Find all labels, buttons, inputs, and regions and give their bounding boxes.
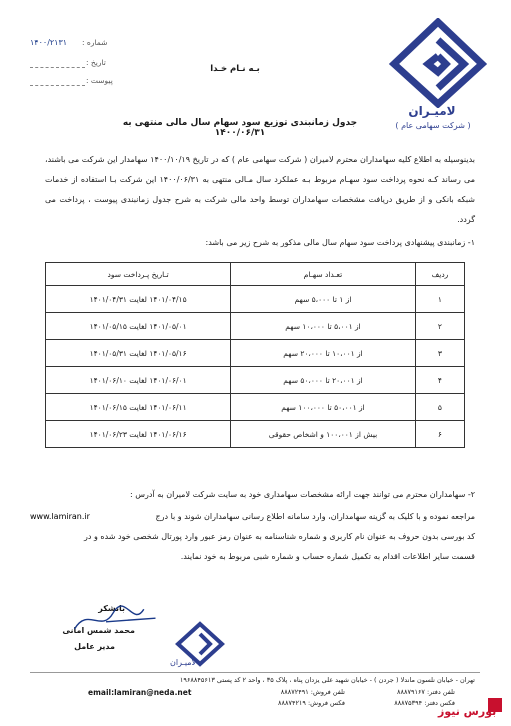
item-2-line-3: کد بورسی بدون حروف به عنوان نام کاربری و شماره شناسنامه به عنوان رمز عبور وارد پورتال شخصی خود شده و در: [84, 532, 475, 541]
number-label: شماره :: [82, 38, 108, 47]
table-row: [46, 340, 465, 367]
logo-name: لامیـران: [408, 104, 456, 118]
dividend-schedule-table: [45, 262, 465, 448]
stamp-text: لامیـران: [170, 658, 197, 667]
footer-email[interactable]: email:lamiran@neda.net: [88, 688, 192, 697]
table-row: [46, 421, 465, 448]
item-2-line-2: مراجعه نموده و با کلیک به گزینه سهامداران، وارد سامانه اطلاع رسانی سهامداران شوند و با درج: [155, 512, 475, 521]
header-payment-date: تـاریخ پـرداخت سود: [46, 263, 231, 286]
row-number: ۱: [415, 286, 464, 313]
footer-divider: [30, 672, 480, 673]
share-range: از ۱۰،۰۰۱ تا ۲۰،۰۰۰ سهم: [231, 340, 416, 367]
logo-subtitle: ( شرکت سهامی عام ): [395, 121, 471, 130]
row-number: ۴: [415, 367, 464, 394]
document-title: جدول زمانبندی توزیع سود سهام سال مالی منتهی به ۱۴۰۰/۰۶/۳۱: [122, 118, 358, 138]
payment-period: ۱۴۰۱/۰۶/۱۶ لغایت ۱۴۰۱/۰۶/۲۳: [46, 421, 231, 448]
share-range: بیش از ۱۰۰،۰۰۱ و اشخاص حقوقی: [231, 421, 416, 448]
header-share-count: تعـداد سهـام: [231, 263, 416, 286]
payment-period: ۱۴۰۱/۰۵/۱۶ لغایت ۱۴۰۱/۰۵/۳۱: [46, 340, 231, 367]
share-range: از ۵،۰۰۱ تا ۱۰،۰۰۰ سهم: [231, 313, 416, 340]
row-number: ۲: [415, 313, 464, 340]
signature-thanks: باتشکر: [98, 604, 125, 613]
office-fax: فکس دفتر: ۸۸۸۷۵۳۹۴: [394, 699, 455, 707]
table-row: [46, 394, 465, 421]
table-row: [46, 367, 465, 394]
payment-period: ۱۴۰۱/۰۵/۰۱ لغایت ۱۴۰۱/۰۵/۱۵: [46, 313, 231, 340]
signatory-role: مدیر عامل: [74, 642, 115, 651]
bismillah-heading: بـه نـام خـدا: [210, 64, 260, 74]
item-2-line-1: ۲- سهامداران محترم می توانند جهت ارائه مشخصات سهامداری خود به سایت شرکت لامیران به آدرس :: [130, 490, 475, 499]
header-row-number: ردیف: [415, 263, 464, 286]
item-2-line-2-row: [30, 512, 475, 524]
share-range: از ۵۰،۰۰۱ تا ۱۰۰،۰۰۰ سهم: [231, 394, 416, 421]
share-range: از ۱ تا ۵،۰۰۰ سهم: [231, 286, 416, 313]
attachment-line: [30, 76, 85, 86]
number-value: ۱۴۰۰/۲۱۳۱: [30, 38, 68, 47]
row-number: ۳: [415, 340, 464, 367]
payment-period: ۱۴۰۱/۰۴/۱۵ لغایت ۱۴۰۱/۰۴/۳۱: [46, 286, 231, 313]
table-row: [46, 313, 465, 340]
share-range: از ۲۰،۰۰۱ تا ۵۰،۰۰۰ سهم: [231, 367, 416, 394]
row-number: ۵: [415, 394, 464, 421]
bourse-news-watermark: بورس نیوز: [438, 705, 497, 718]
lamiran-logo-icon: [388, 18, 488, 108]
attachment-label: پیوست :: [86, 76, 113, 85]
item-1-text: ۱- زمانبندی پیشنهادی پرداخت سود سهام سال مالی مذکور به شرح زیر می باشد:: [205, 238, 475, 247]
signatory-name: محمد شمس امانی: [62, 626, 135, 635]
table-header-row: [46, 263, 465, 286]
office-phone: تلفن دفتر: ۸۸۸۷۹۱۶۷: [396, 688, 455, 696]
date-label: تاریخ :: [86, 58, 106, 67]
sales-phone: تلفن فروش: ۸۸۸۷۲۴۹۱: [280, 688, 345, 696]
handwritten-signature-icon: [70, 600, 160, 640]
item-2-line-4: قسمت سایر اطلاعات اقدام به تکمیل شماره حساب و شماره شبی مربوط به خود نمایند.: [180, 552, 475, 561]
table-row: [46, 286, 465, 313]
website-link[interactable]: www.lamiran.ir: [30, 512, 90, 521]
intro-paragraph: بدینوسیله به اطلاع کلیه سهامداران محترم لامیران ( شرکت سهامی عام ) که در تاریخ ۱۴۰۰/۱۰/۱۹ سهامدار این شرکت می باشند، می رساند کـه نحوه پرداخت سود سهـام مربوط بـه عملکرد سال مـالی منتهی به ۱۴۰۰/۰۶/۳۱ این شرکت بـا استفاده از خدمات شبکه بانکی و از طریق دریافت مشخصات سهامداران توسط واحد مالی شرکت به شرح جدول زمانبندی پیوست ، پرداخت می گردد.: [45, 155, 476, 224]
payment-period: ۱۴۰۱/۰۶/۰۱ لغایت ۱۴۰۱/۰۶/۱۰: [46, 367, 231, 394]
payment-period: ۱۴۰۱/۰۶/۱۱ لغایت ۱۴۰۱/۰۶/۱۵: [46, 394, 231, 421]
sales-fax: فکس فروش: ۸۸۸۷۴۲۱۹: [277, 699, 345, 707]
footer-address: تهران - خیابان نلسون ماندلا ( جردن ) - خیابان شهید علی یزدان پناه ، پلاک ۳۵ ، واحد ۲ کد پستی ۱۹۶۸۸۴۵۶۱۳: [179, 676, 475, 684]
row-number: ۶: [415, 421, 464, 448]
date-line: [30, 58, 85, 68]
